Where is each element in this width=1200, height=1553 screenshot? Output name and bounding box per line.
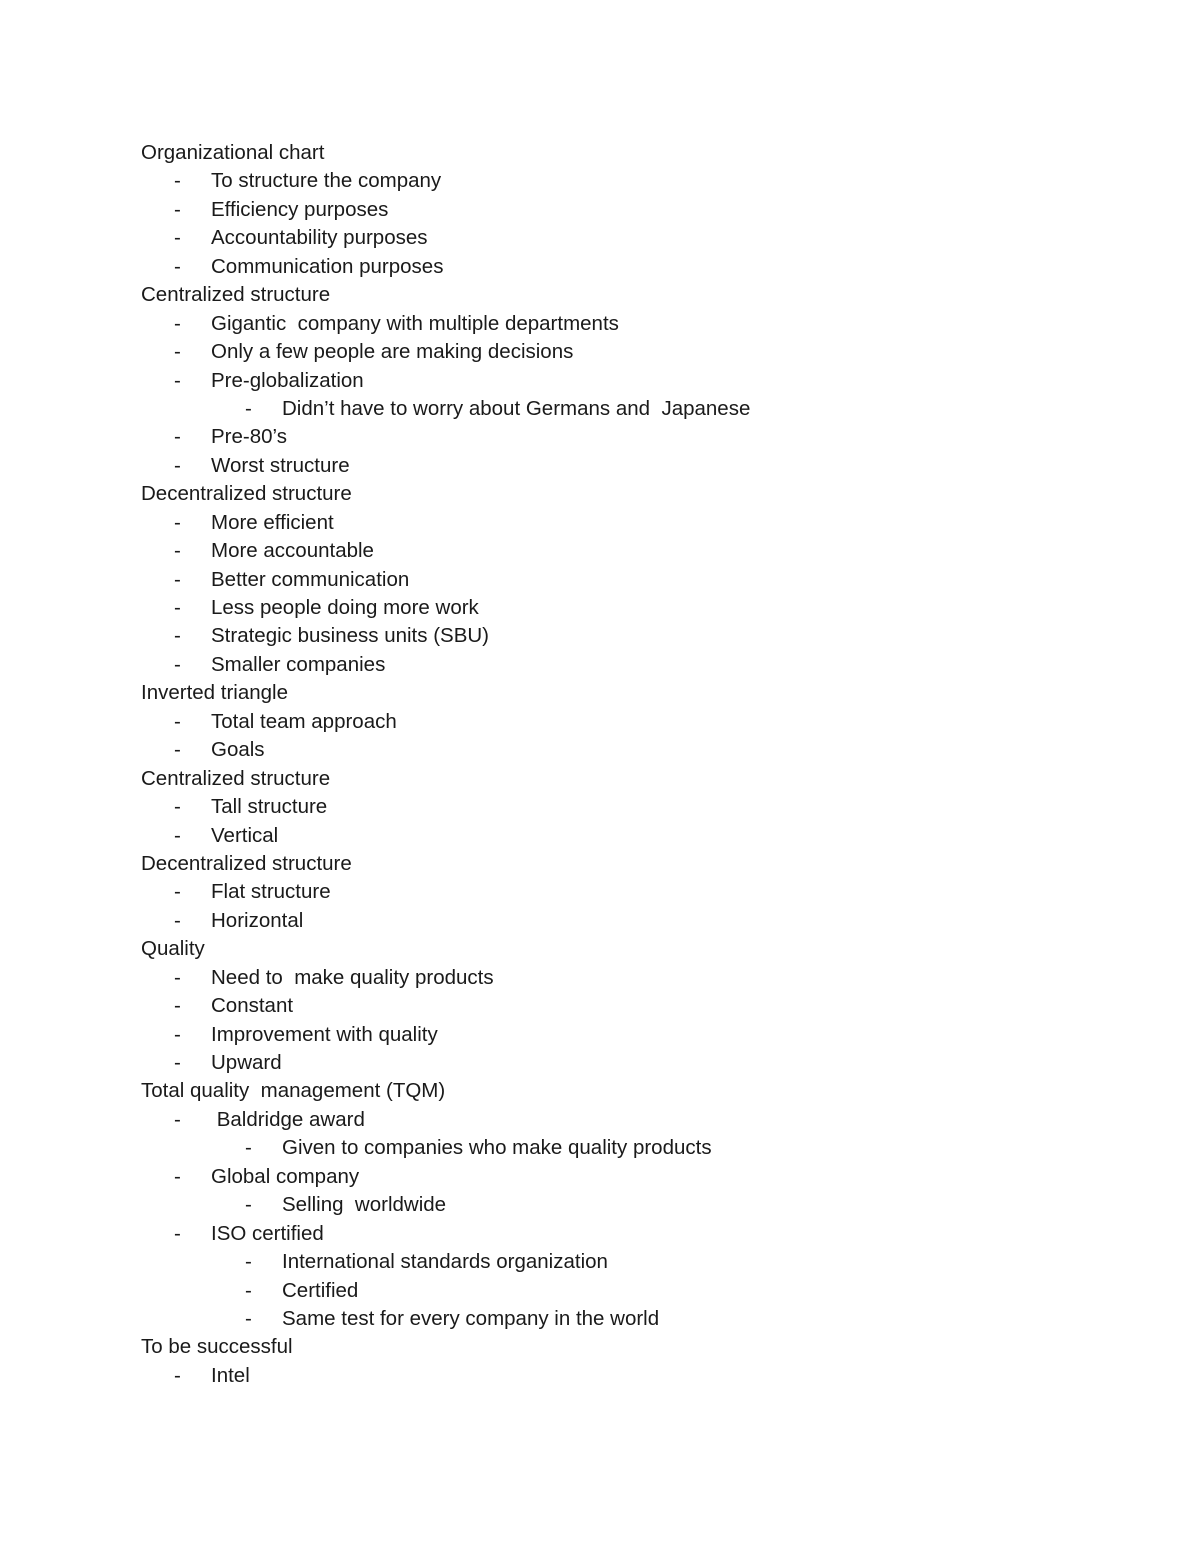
bullet-item <box>141 367 1081 395</box>
bullet-dash: - <box>174 567 181 591</box>
bullet-text: Tall structure <box>211 795 328 819</box>
bullet-dash: - <box>174 624 181 648</box>
bullet-text: More efficient <box>211 510 334 534</box>
bullet-item <box>141 509 1081 537</box>
bullet-text: Efficiency purposes <box>211 197 389 221</box>
bullet-item <box>141 196 1081 224</box>
bullet-text: Intel <box>211 1363 250 1387</box>
bullet-item <box>141 907 1081 935</box>
bullet-dash: - <box>174 1051 181 1074</box>
bullet-dash: - <box>174 1022 181 1046</box>
section-heading: Centralized structure <box>141 766 331 790</box>
bullet-dash: - <box>245 1136 252 1160</box>
bullet-text: Pre-80’s <box>211 425 287 449</box>
bullet-text: Vertical <box>211 823 279 847</box>
bullet-item <box>141 822 1081 850</box>
bullet-item <box>141 622 1081 650</box>
bullet-item <box>141 594 1081 622</box>
bullet-text: Worst structure <box>211 453 350 477</box>
bullet-item <box>141 224 1081 252</box>
section-heading: Total quality management (TQM) <box>141 1079 446 1103</box>
bullet-dash: - <box>245 1250 252 1274</box>
bullet-dash: - <box>174 1221 181 1245</box>
bullet-dash: - <box>174 880 181 904</box>
bullet-dash: - <box>174 823 181 847</box>
bullet-item <box>141 651 1081 679</box>
sub-bullet-item <box>141 1134 1081 1162</box>
bullet-item <box>141 992 1081 1020</box>
bullet-text: Global company <box>211 1164 360 1188</box>
bullet-dash: - <box>174 1363 181 1387</box>
bullet-text: Pre-globalization <box>211 368 364 392</box>
bullet-text: To structure the company <box>211 169 442 193</box>
bullet-item <box>141 1049 1081 1077</box>
bullet-text: Total team approach <box>211 709 397 733</box>
bullet-item <box>141 167 1081 195</box>
bullet-text: Upward <box>211 1051 282 1074</box>
bullet-text: Communication purposes <box>211 254 444 278</box>
bullet-dash: - <box>174 738 181 762</box>
bullet-dash: - <box>174 652 181 676</box>
bullet-dash: - <box>245 1306 252 1330</box>
bullet-item <box>141 452 1081 480</box>
bullet-item <box>141 793 1081 821</box>
bullet-dash: - <box>245 1193 252 1217</box>
section-heading: Decentralized structure <box>141 482 352 506</box>
document-page <box>141 139 1081 1390</box>
bullet-dash: - <box>174 1107 181 1131</box>
bullet-text: Better communication <box>211 567 410 591</box>
bullet-item <box>141 708 1081 736</box>
bullet-item <box>141 1362 1081 1390</box>
bullet-item <box>141 1220 1081 1248</box>
bullet-item <box>141 537 1081 565</box>
bullet-text: Flat structure <box>211 880 331 904</box>
bullet-text: Given to companies who make quality products <box>282 1136 712 1160</box>
bullet-text: Smaller companies <box>211 652 386 676</box>
bullet-item <box>141 566 1081 594</box>
bullet-text: Baldridge award <box>211 1107 365 1131</box>
bullet-text: International standards organization <box>282 1250 608 1274</box>
bullet-dash: - <box>174 453 181 477</box>
bullet-text: Strategic business units (SBU) <box>211 624 490 648</box>
bullet-dash: - <box>174 795 181 819</box>
sub-bullet-item <box>141 1248 1081 1276</box>
sub-bullet-item <box>141 1277 1081 1305</box>
bullet-dash: - <box>174 510 181 534</box>
bullet-dash: - <box>174 169 181 193</box>
bullet-text: Certified <box>282 1278 359 1302</box>
bullet-item <box>141 1021 1081 1049</box>
section-heading: To be successful <box>141 1335 293 1359</box>
bullet-dash: - <box>174 425 181 449</box>
bullet-item <box>141 310 1081 338</box>
bullet-text: Improvement with quality <box>211 1022 438 1046</box>
bullet-text: Gigantic company with multiple departments <box>211 311 619 335</box>
bullet-text: Same test for every company in the world <box>282 1306 660 1330</box>
bullet-item <box>141 1106 1081 1134</box>
bullet-dash: - <box>174 226 181 250</box>
section-heading: Centralized structure <box>141 283 331 307</box>
bullet-item <box>141 338 1081 366</box>
bullet-dash: - <box>174 596 181 619</box>
bullet-dash: - <box>245 1278 252 1302</box>
bullet-dash: - <box>245 396 252 420</box>
bullet-dash: - <box>174 965 181 989</box>
bullet-dash: - <box>174 368 181 392</box>
section-heading: Quality <box>141 937 205 961</box>
sub-bullet-item <box>141 1305 1081 1333</box>
section-heading: Inverted triangle <box>141 681 289 705</box>
sub-bullet-item <box>141 395 1081 423</box>
bullet-text: Need to make quality products <box>211 965 494 989</box>
section-heading: Organizational chart <box>141 141 325 164</box>
bullet-dash: - <box>174 539 181 563</box>
bullet-dash: - <box>174 311 181 335</box>
bullet-dash: - <box>174 908 181 932</box>
bullet-item <box>141 878 1081 906</box>
bullet-text: Horizontal <box>211 908 304 932</box>
bullet-item <box>141 964 1081 992</box>
bullet-text: Less people doing more work <box>211 596 479 619</box>
section-heading: Decentralized structure <box>141 851 352 875</box>
bullet-text: Only a few people are making decisions <box>211 340 574 364</box>
bullet-text: Selling worldwide <box>282 1193 447 1217</box>
bullet-item <box>141 1163 1081 1191</box>
bullet-text: Didn’t have to worry about Germans and Japanese <box>282 396 751 420</box>
bullet-item <box>141 736 1081 764</box>
bullet-dash: - <box>174 1164 181 1188</box>
bullet-text: ISO certified <box>211 1221 324 1245</box>
bullet-dash: - <box>174 709 181 733</box>
bullet-dash: - <box>174 197 181 221</box>
sub-bullet-item <box>141 1191 1081 1219</box>
bullet-dash: - <box>174 254 181 278</box>
bullet-dash: - <box>174 340 181 364</box>
bullet-text: More accountable <box>211 539 374 563</box>
bullet-dash: - <box>174 994 181 1018</box>
bullet-item <box>141 423 1081 451</box>
bullet-item <box>141 253 1081 281</box>
bullet-text: Accountability purposes <box>211 226 428 250</box>
bullet-text: Constant <box>211 994 294 1018</box>
bullet-text: Goals <box>211 738 265 762</box>
